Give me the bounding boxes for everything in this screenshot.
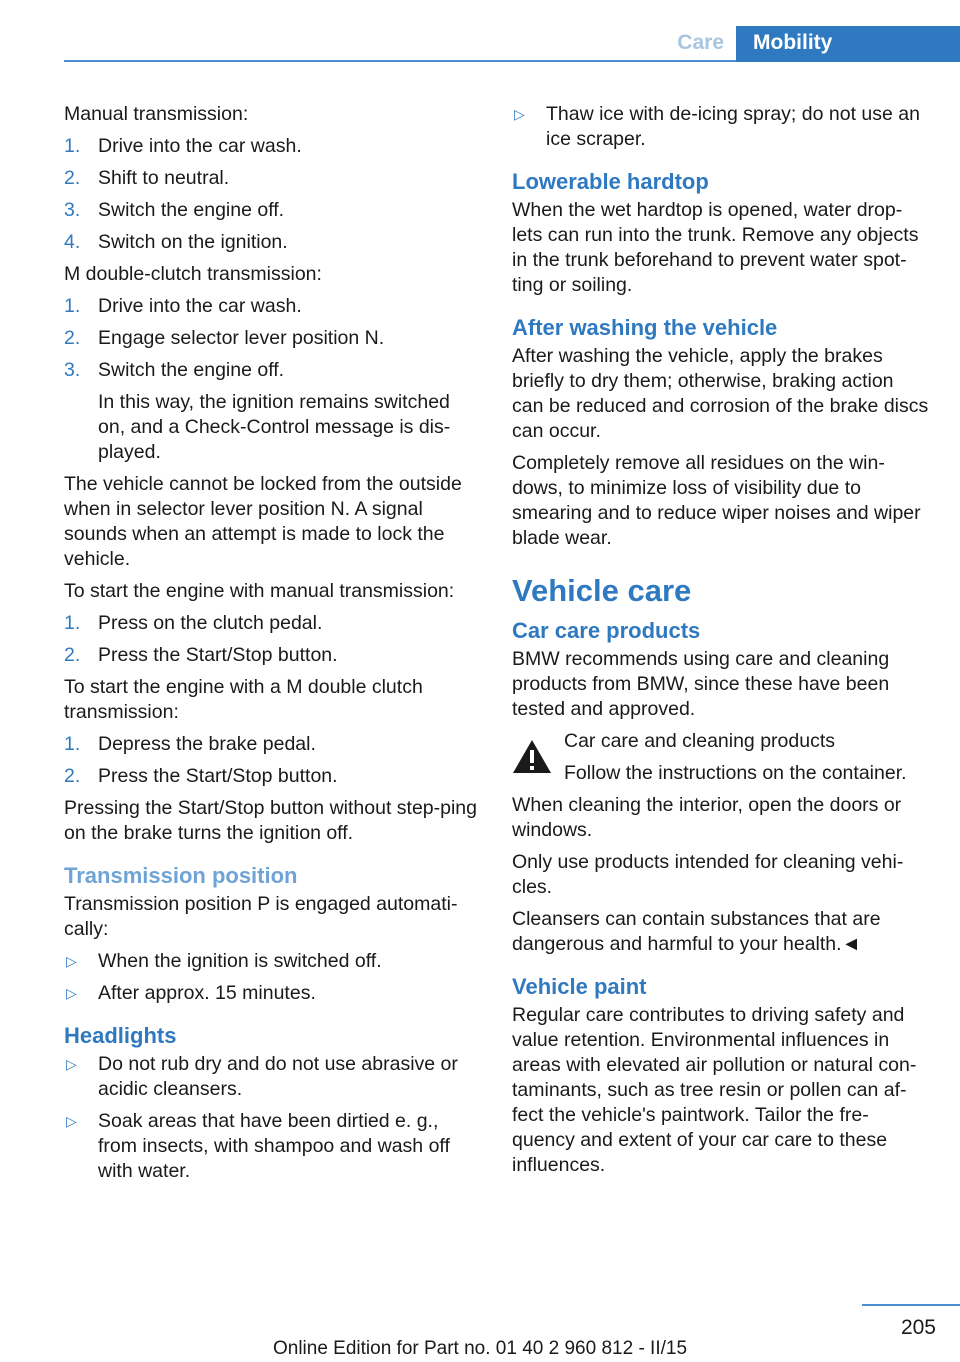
step-text: Switch the engine off. (98, 199, 285, 221)
item-text: When the ignition is switched off. (98, 950, 382, 972)
transmission-position-text: Transmission position P is engaged automati‐cally: (64, 893, 458, 940)
list-item (64, 166, 478, 191)
tab-care[interactable]: Care (677, 31, 724, 54)
step-note: In this way, the ignition remains switched on, and a Check-Control message is dis‐played. (98, 391, 451, 463)
step-text: Engage selector lever position N. (98, 327, 385, 349)
item-text: Thaw ice with de-icing spray; do not use an ice scraper. (546, 103, 920, 150)
vehicle-care-title: Vehicle care (512, 573, 692, 608)
step-text: Shift to neutral. (98, 167, 230, 189)
headlights-list (64, 1052, 478, 1184)
manual-transmission-steps (64, 134, 478, 255)
triangle-right-icon: ▷ (66, 1056, 77, 1072)
item-text: Soak areas that have been dirtied e. g., from insects, with shampoo and wash off with water. (98, 1110, 450, 1182)
list-item (64, 134, 478, 159)
hardtop-text: When the wet hardtop is opened, water drop‐lets can run into the trunk. Remove any objects in the trunk beforehand to prevent water spot‐ting or soiling. (512, 199, 919, 296)
item-text: After approx. 15 minutes. (98, 982, 316, 1004)
triangle-right-icon: ▷ (66, 953, 77, 969)
step-number: 1. (64, 295, 81, 317)
list-item (64, 326, 478, 351)
step-number: 3. (64, 359, 81, 381)
footer-rule (862, 1304, 960, 1306)
step-text: Switch on the ignition. (98, 231, 288, 253)
list-item (64, 358, 478, 465)
step-number: 1. (64, 135, 81, 157)
step-number: 1. (64, 612, 81, 634)
item-text: Do not rub dry and do not use abrasive or acidic cleansers. (98, 1053, 458, 1100)
warning-title: Car care and cleaning products (564, 730, 835, 752)
start-manual-intro: To start the engine with manual transmission: (64, 580, 455, 602)
triangle-right-icon: ▷ (66, 985, 77, 1001)
list-item (64, 611, 478, 636)
tab-mobility[interactable]: Mobility (736, 26, 960, 62)
interior-text: When cleaning the interior, open the doors or windows. (512, 794, 902, 841)
step-number: 2. (64, 765, 81, 787)
list-item (64, 981, 478, 1006)
step-number: 4. (64, 231, 81, 253)
transmission-position-list (64, 949, 478, 1006)
right-column (512, 102, 930, 1185)
list-item (64, 732, 478, 757)
car-care-products-text: BMW recommends using care and cleaning products from BMW, since these have been tested and approved. (512, 648, 890, 720)
vehicle-paint-heading: Vehicle paint (512, 974, 647, 999)
triangle-right-icon: ▷ (514, 106, 525, 122)
hardtop-heading: Lowerable hardtop (512, 169, 709, 194)
step-number: 1. (64, 733, 81, 755)
list-item (64, 643, 478, 668)
warning-triangle-icon (512, 739, 552, 774)
lock-note: The vehicle cannot be locked from the outside when in selector lever position N. A signal sounds when an attempt is made to lock the vehicle. (64, 473, 462, 570)
start-mdct-steps (64, 732, 478, 789)
step-number: 2. (64, 327, 81, 349)
edition-footer: Online Edition for Part no. 01 40 2 960 812 - II/15 (272, 1338, 688, 1359)
list-item (64, 949, 478, 974)
step-text: Press on the clutch pedal. (98, 612, 323, 634)
list-item (64, 294, 478, 319)
step-text: Press the Start/Stop button. (98, 765, 338, 787)
warning-box (512, 729, 930, 786)
after-washing-text-2: Completely remove all residues on the win‐dows, to minimize loss of visibility due to smearing and to reduce wiper noises and wiper blade wear. (512, 452, 921, 549)
start-mdct-intro: To start the engine with a M double clutch transmission: (64, 676, 423, 723)
step-number: 3. (64, 199, 81, 221)
step-text: Switch the engine off. (98, 359, 285, 381)
list-item (64, 1109, 478, 1184)
step-text: Drive into the car wash. (98, 135, 302, 157)
products-only-text: Only use products intended for cleaning vehi‐cles. (512, 851, 904, 898)
transmission-position-heading: Transmission position (64, 863, 298, 888)
start-note: Pressing the Start/Stop button without step‐ping on the brake turns the ignition off. (64, 797, 477, 844)
page-number: 205 (900, 1316, 936, 1339)
triangle-right-icon: ▷ (66, 1113, 77, 1129)
car-care-products-heading: Car care products (512, 618, 701, 643)
mdct-intro: M double-clutch transmission: (64, 263, 322, 285)
vehicle-paint-text: Regular care contributes to driving safety and value retention. Environmental influences in areas with elevated air pollution or natural con‐taminants, such as tree resin or pollen can af‐fect the vehicle's paintwork. Tailor the fre‐quency and extent of your car care to these influences. (512, 1004, 917, 1176)
step-text: Drive into the car wash. (98, 295, 302, 317)
list-item (64, 198, 478, 223)
start-manual-steps (64, 611, 478, 668)
warning-text: Follow the instructions on the container. (564, 762, 907, 784)
after-washing-heading: After washing the vehicle (512, 315, 778, 340)
thaw-list (512, 102, 930, 152)
after-washing-text: After washing the vehicle, apply the brakes briefly to dry them; otherwise, braking action can be reduced and corrosion of the brake discs can occur. (512, 345, 929, 442)
step-number: 2. (64, 644, 81, 666)
left-column (64, 102, 478, 1191)
step-text: Depress the brake pedal. (98, 733, 316, 755)
manual-transmission-intro: Manual transmission: (64, 103, 249, 125)
list-item (64, 764, 478, 789)
list-item (64, 1052, 478, 1102)
list-item (512, 102, 930, 152)
step-number: 2. (64, 167, 81, 189)
cleansers-text: Cleansers can contain substances that are dangerous and harmful to your health.◄ (512, 908, 881, 955)
step-text: Press the Start/Stop button. (98, 644, 338, 666)
headlights-heading: Headlights (64, 1023, 177, 1048)
list-item (64, 230, 478, 255)
mdct-steps (64, 294, 478, 465)
